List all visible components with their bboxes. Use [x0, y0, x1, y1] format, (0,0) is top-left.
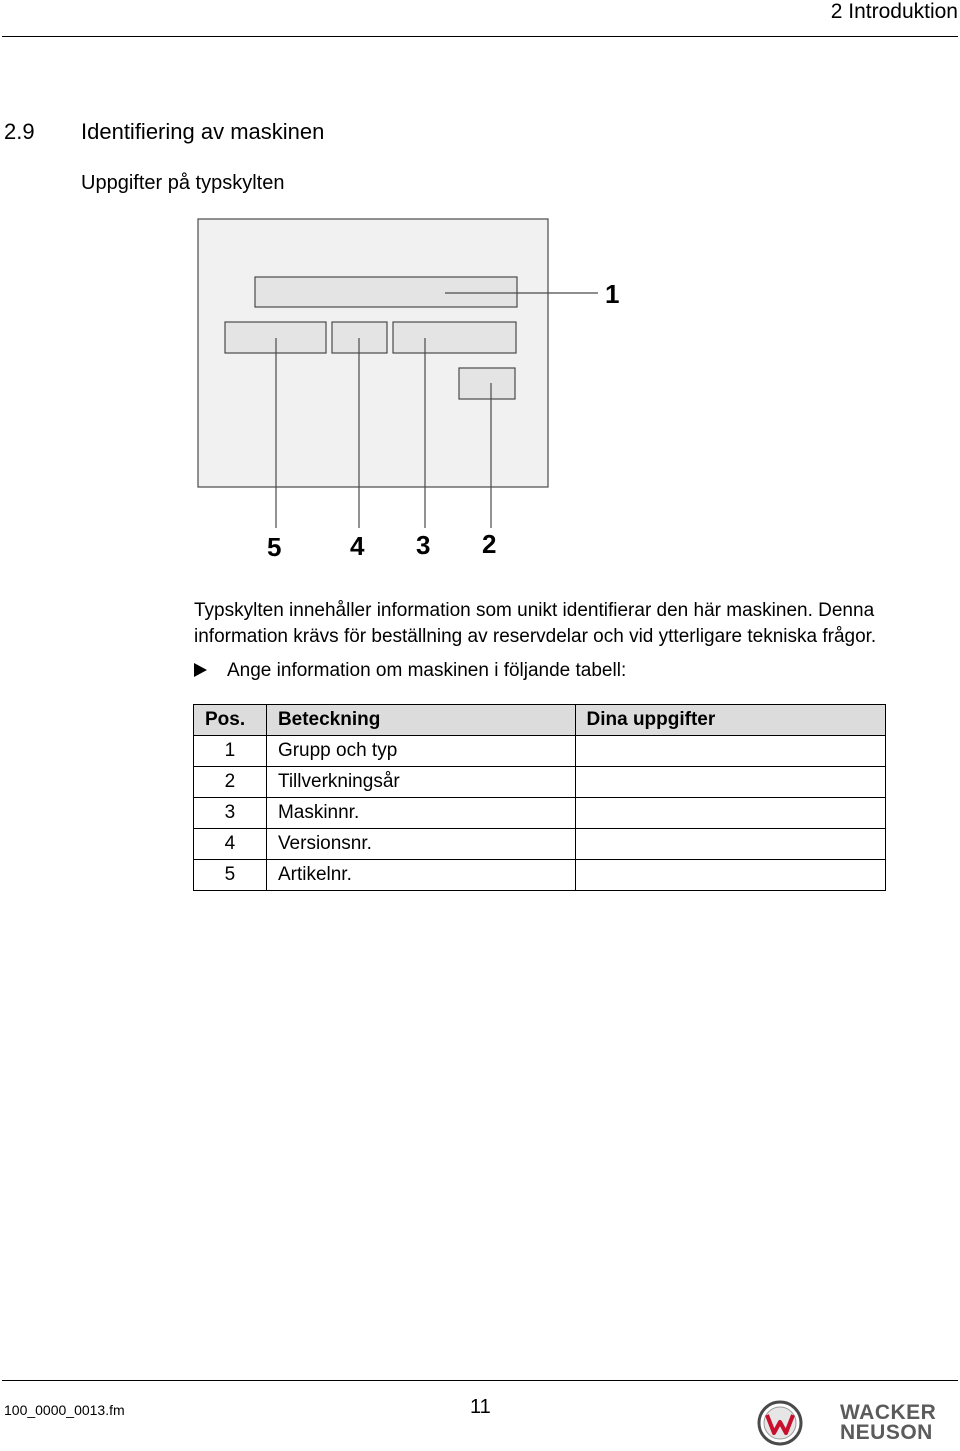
table-header-row: [194, 705, 886, 736]
row-pos: 5: [194, 860, 267, 891]
instruction-text: Ange information om maskinen i följande tabell:: [227, 660, 627, 681]
callout-2: 2: [482, 529, 497, 559]
field-machine-no: [393, 322, 516, 353]
logo-line-2: NEUSON: [840, 1421, 933, 1444]
callout-5: 5: [267, 532, 282, 562]
row-pos: 2: [194, 767, 267, 798]
row-pos: 1: [194, 736, 267, 767]
callout-3: 3: [416, 530, 431, 560]
chapter-title: 2 Introduktion: [830, 0, 958, 23]
logo-line-1: WACKER: [840, 1401, 937, 1424]
machine-data-table: [193, 704, 886, 891]
table-row: [194, 860, 886, 891]
row-label: Versionsnr.: [266, 829, 575, 860]
row-pos: 4: [194, 829, 267, 860]
row-label: Artikelnr.: [266, 860, 575, 891]
nameplate-figure: [0, 210, 960, 570]
table-row: [194, 736, 886, 767]
wacker-neuson-logo: [840, 1403, 936, 1443]
row-value-cell[interactable]: [575, 767, 886, 798]
row-value-cell[interactable]: [575, 798, 886, 829]
field-year: [459, 368, 515, 399]
nameplate-diagram: [0, 210, 960, 570]
row-label: Tillverkningsår: [266, 767, 575, 798]
section-number: 2.9: [4, 119, 35, 144]
callout-4: 4: [350, 531, 365, 561]
page-number: 11: [470, 1396, 491, 1418]
intro-paragraph: [194, 598, 960, 650]
row-value-cell[interactable]: [575, 736, 886, 767]
field-group-type: [255, 277, 517, 307]
section-title: Identifiering av maskinen: [81, 119, 325, 144]
row-label: Maskinnr.: [266, 798, 575, 829]
section-heading: [4, 118, 324, 146]
table-row: [194, 798, 886, 829]
column-header-pos: Pos.: [194, 705, 267, 736]
subheading: Uppgifter på typskylten: [81, 172, 285, 194]
table-row: [194, 829, 886, 860]
row-pos: 3: [194, 798, 267, 829]
wacker-badge-icon: [757, 1400, 803, 1446]
row-value-cell[interactable]: [575, 860, 886, 891]
paragraph-line-1: Typskylten innehåller information som unikt identifierar den här maskinen. Denna: [194, 600, 875, 621]
footer-divider: [2, 1380, 958, 1381]
row-value-cell[interactable]: [575, 829, 886, 860]
header-divider: [2, 36, 958, 37]
footer-filename: 100_0000_0013.fm: [4, 1402, 125, 1418]
triangle-bullet-icon: [194, 663, 207, 677]
table-row: [194, 767, 886, 798]
row-label: Grupp och typ: [266, 736, 575, 767]
column-header-designation: Beteckning: [266, 705, 575, 736]
paragraph-line-2: information krävs för beställning av reservdelar och vid ytterligare tekniska frågor.: [194, 626, 877, 647]
instruction-step: [194, 658, 626, 684]
callout-1: 1: [605, 279, 620, 309]
column-header-your-data: Dina uppgifter: [575, 705, 886, 736]
